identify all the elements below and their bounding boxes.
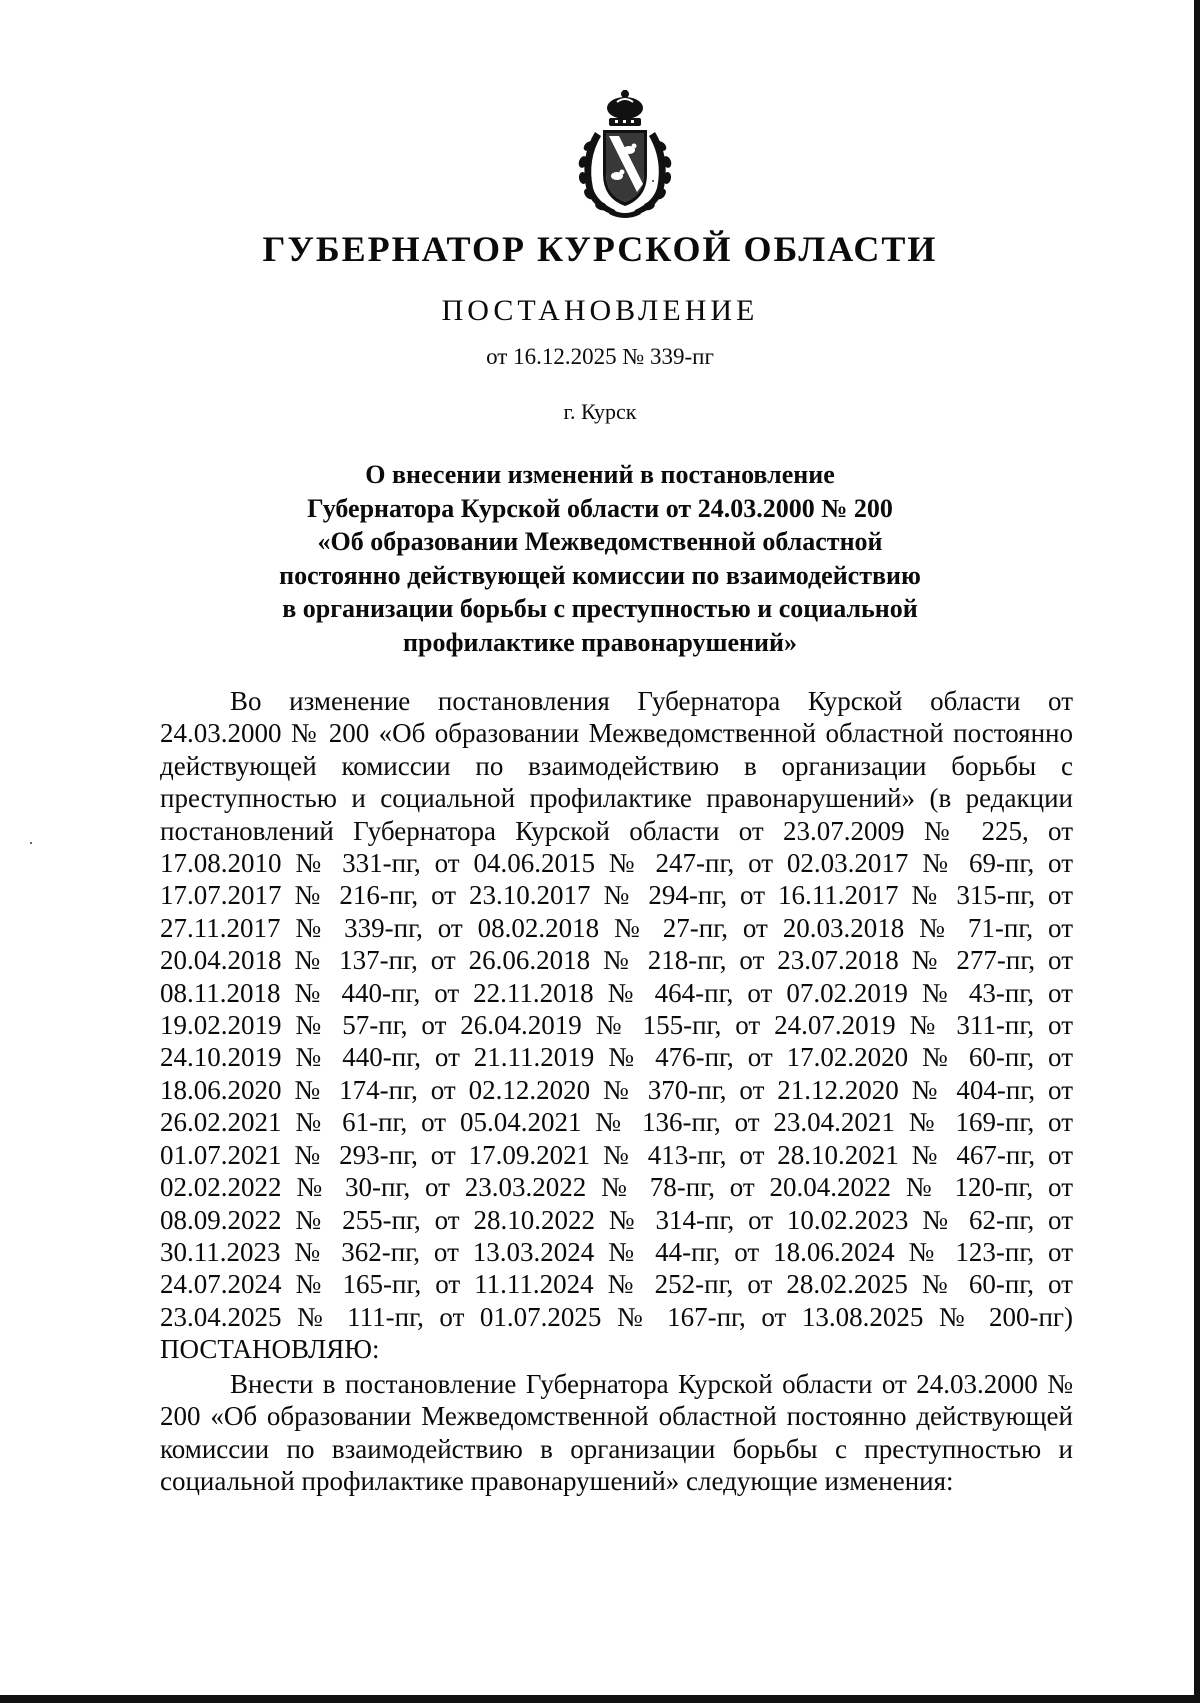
scan-speck [30, 842, 32, 844]
document-type: ПОСТАНОВЛЕНИЕ [441, 294, 759, 327]
body-paragraph-preamble: Во изменение постановления Губернатора Курской области от 24.03.2000 № 200 «Об образовании Межведомственной областной постоянно действующей комиссии по взаимодействию в организации борьбы с преступностью и социальной профилактике правонарушений» (в редакции постановлений Губернатора Курской области от 23.07.2009 № 225, от 17.08.2010 № 331-пг, от 04.06.2015 № 247-пг, от 02.03.2017 № 69-пг, от 17.07.2017 № 216-пг, от 23.10.2017 № 294-пг, от 16.11.2017 № 315-пг, от 27.11.2017 № 339-пг, от 08.02.2018 № 27-пг, от 20.03.2018 № 71-пг, от 20.04.2018 № 137-пг, от 26.06.2018 № 218-пг, от 23.07.2018 № 277-пг, от 08.11.2018 № 440-пг, от 22.11.2018 № 464-пг, от 07.02.2019 № 43-пг, от 19.02.2019 № 57-пг, от 26.04.2019 № 155-пг, от 24.07.2019 № 311-пг, от 24.10.2019 № 440-пг, от 21.11.2019 № 476-пг, от 17.02.2020 № 60-пг, от 18.06.2020 № 174-пг, от 02.12.2020 № 370-пг, от 21.12.2020 № 404-пг, от 26.02.2021 № 61-пг, от 05.04.2021 № 136-пг, от 23.04.2021 № 169-пг, от 01.07.2021 № 293-пг, от 17.09.2021 № 413-пг, от 28.10.2021 № 467-пг, от 02.02.2022 № 30-пг, от 23.03.2022 № 78-пг, от 20.04.2022 № 120-пг, от 08.09.2022 № 255-пг, от 28.10.2022 № 314-пг, от 10.02.2023 № 62-пг, от 30.11.2023 № 362-пг, от 13.03.2024 № 44-пг, от 18.06.2024 № 123-пг, от 24.07.2024 № 165-пг, от 11.11.2024 № 252-пг, от 28.02.2025 № 60-пг, от 23.04.2025 № 111-пг, от 01.07.2025 № 167-пг, от 13.08.2025 № 200-пг) ПОСТАНОВЛЯЮ: [160, 686, 1073, 1365]
document-place: г. Курск [563, 399, 637, 424]
title-line: Губернатора Курской области от 24.03.2000 № 200 [307, 493, 893, 523]
title-line: в организации борьбы с преступностью и социальной [282, 594, 918, 624]
title-line: «Об образовании Межведомственной областной [317, 527, 883, 557]
coat-of-arms-icon [565, 88, 685, 222]
title-line: постоянно действующей комиссии по взаимодействию [279, 560, 921, 590]
document-number: от 16.12.2025 № 339-пг [486, 344, 714, 369]
document-title [200, 458, 1000, 660]
authority-heading: ГУБЕРНАТОР КУРСКОЙ ОБЛАСТИ [262, 229, 938, 269]
title-line: профилактике правонарушений» [403, 627, 797, 657]
title-line: О внесении изменений в постановление [365, 460, 835, 489]
body-paragraph-resolution: Внести в постановление Губернатора Курской области от 24.03.2000 № 200 «Об образовании Межведомственной областной постоянно действующей комиссии по взаимодействию в организации борьбы с преступностью и социальной профилактике правонарушений» следующие изменения: [160, 1369, 1073, 1497]
scan-edge-bottom [0, 1695, 1200, 1703]
